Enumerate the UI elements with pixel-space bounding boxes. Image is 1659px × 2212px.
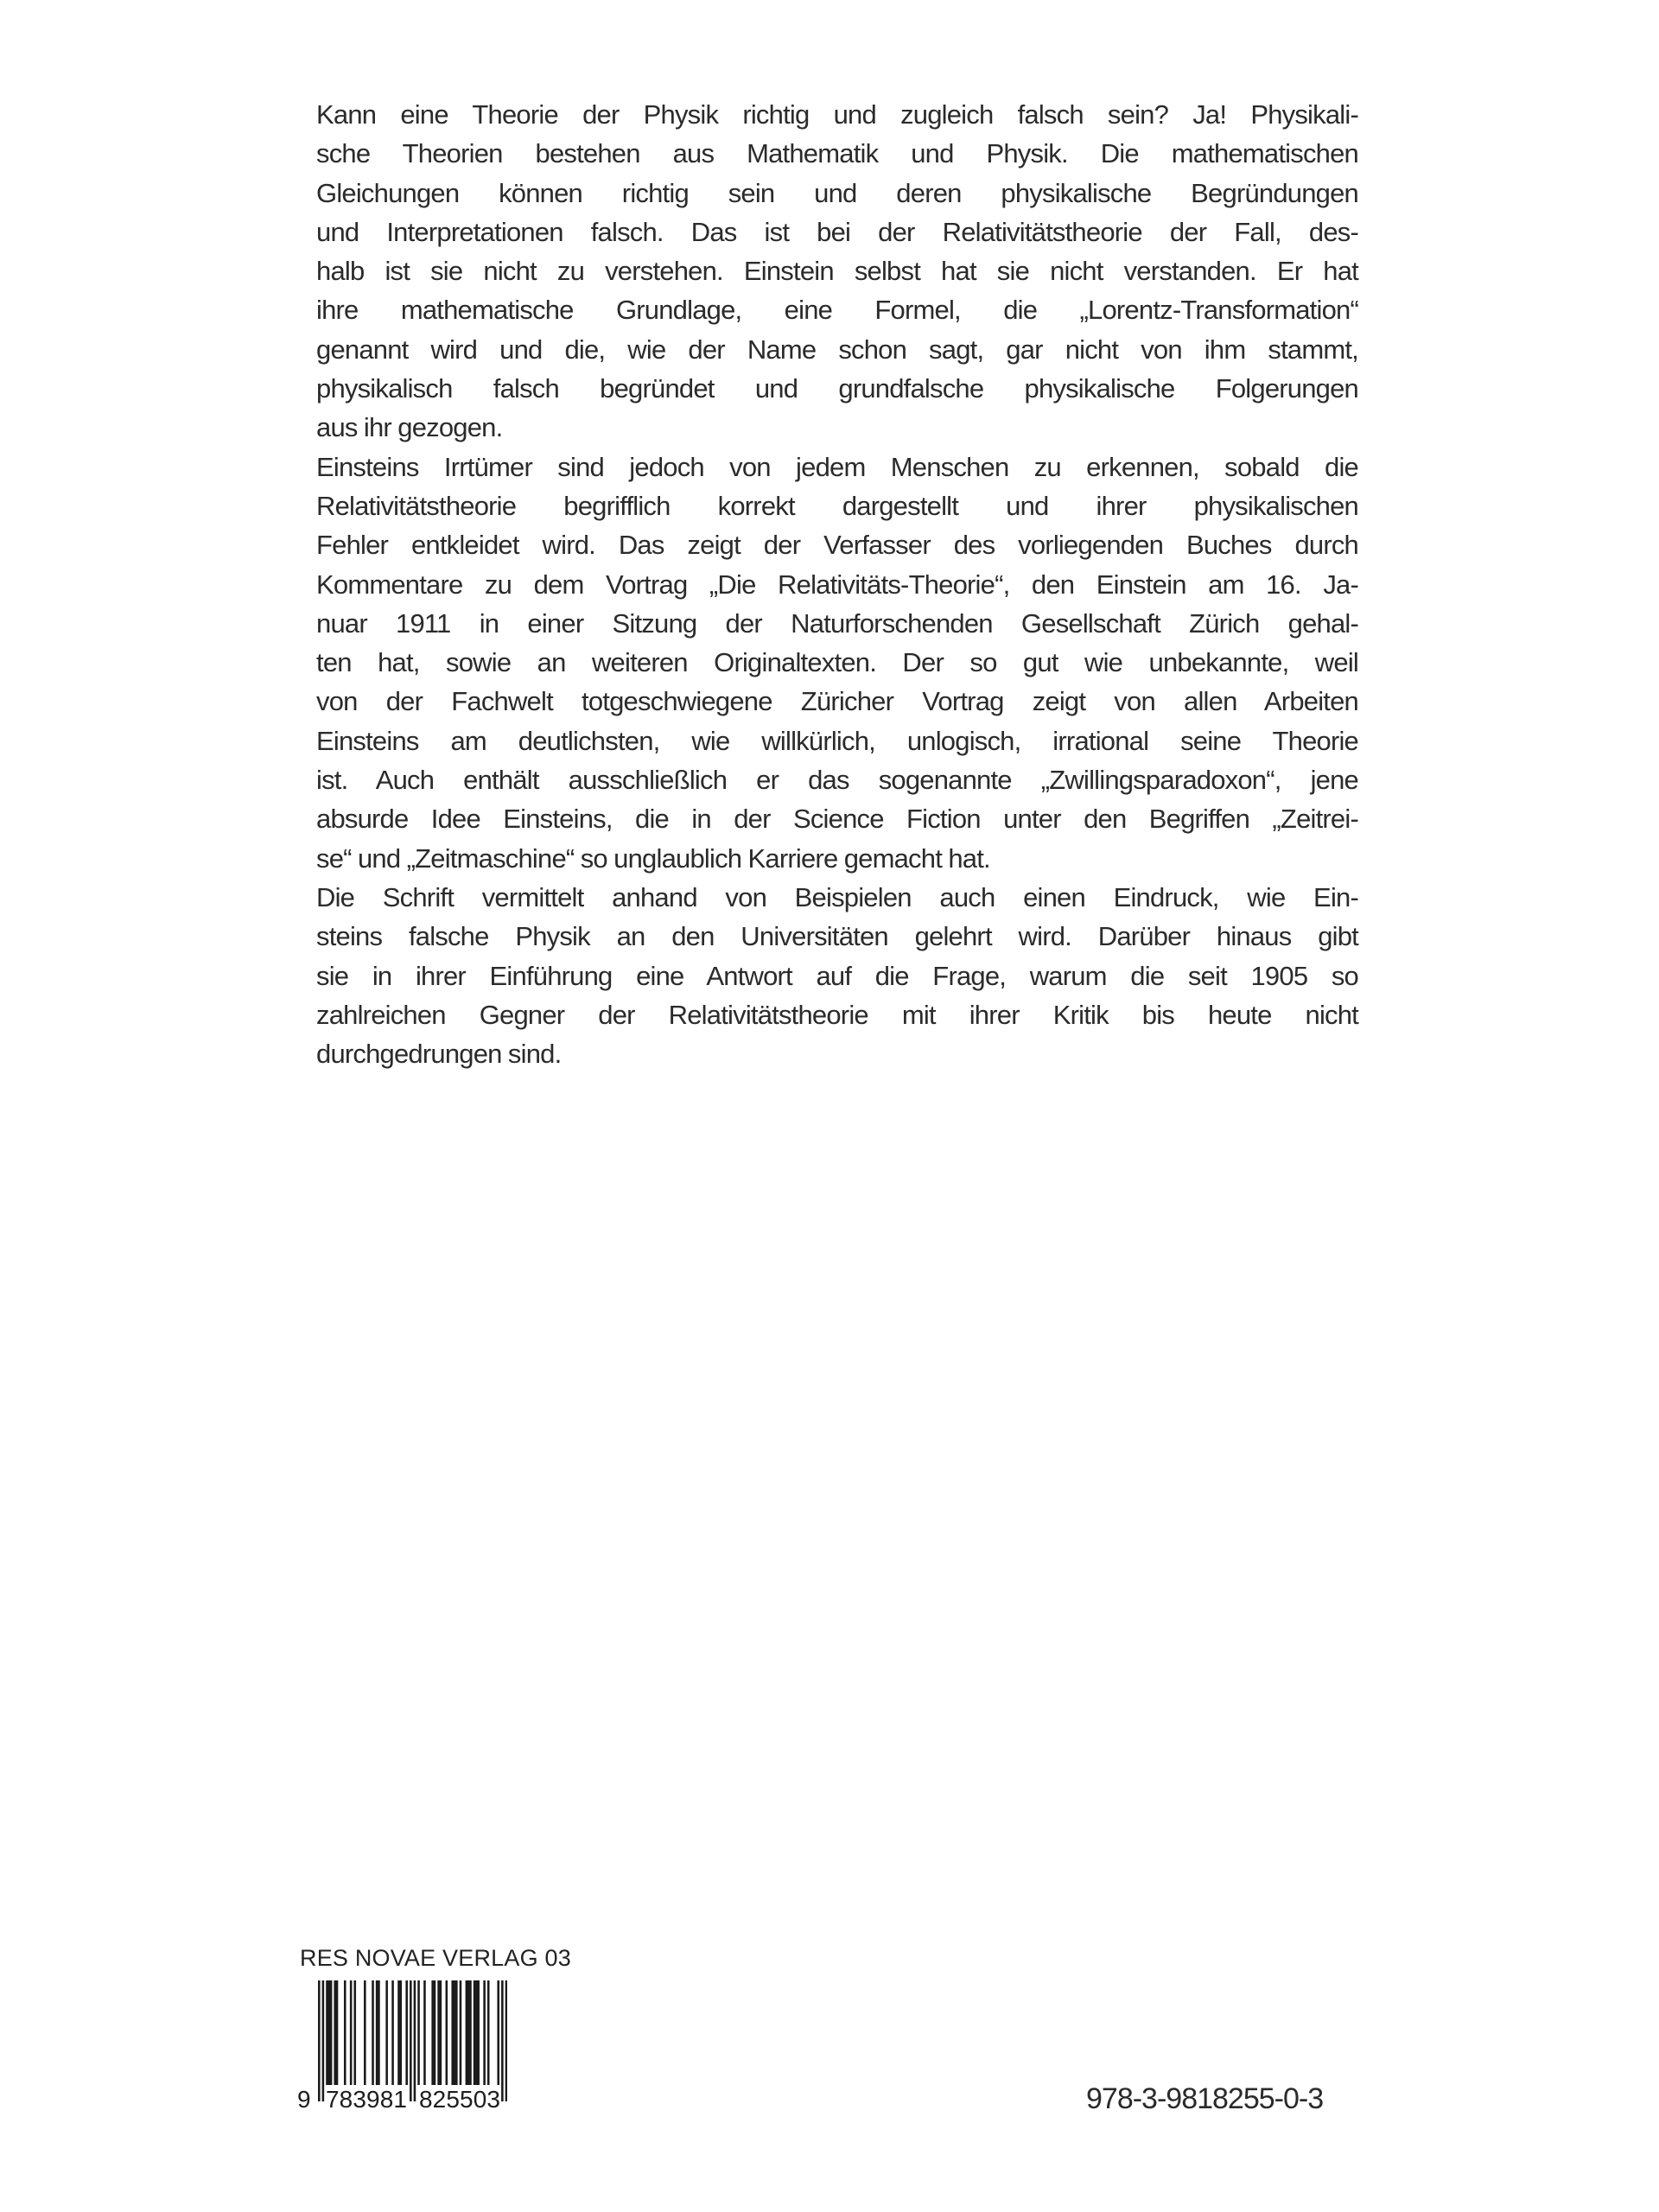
- blurb-line: Fehler entkleidet wird. Das zeigt der Verfasser des vorliegenden Buches durch: [316, 530, 1358, 561]
- barcode-digit: 7: [326, 2086, 340, 2113]
- blurb-line: sche Theorien bestehen aus Mathematik und Physik. Die mathematischen: [316, 138, 1358, 169]
- blurb-line: Die Schrift vermittelt anhand von Beispielen auch einen Eindruck, wie Ein-: [316, 881, 1358, 912]
- blurb-line: ihre mathematische Grundlage, eine Formel, die „Lorentz-Transformation“: [316, 295, 1358, 326]
- blurb-line: Einsteins am deutlichsten, wie willkürlich, unlogisch, irrational seine Theorie: [316, 725, 1358, 756]
- blurb-line: sie in ihrer Einführung eine Antwort auf die Frage, warum die seit 1905 so: [316, 960, 1358, 991]
- blurb-line: Kann eine Theorie der Physik richtig und zugleich falsch sein? Ja! Physikali-: [316, 99, 1358, 130]
- blurb-line: von der Fachwelt totgeschwiegene Züricher Vortrag zeigt von allen Arbeiten: [316, 686, 1358, 717]
- blurb-line: halb ist sie nicht zu verstehen. Einstein selbst hat sie nicht verstanden. Er hat: [316, 256, 1358, 287]
- barcode-right-digits: [419, 2088, 500, 2112]
- blurb-line: absurde Idee Einsteins, die in der Science Fiction unter den Begriffen „Zeitrei-: [316, 804, 1358, 835]
- blurb-line: und Interpretationen falsch. Das ist bei der Relativitätstheorie der Fall, des-: [316, 216, 1358, 247]
- blurb-line: durchgedrungen sind.: [316, 1039, 562, 1070]
- barcode-first-digit: 9: [297, 2086, 311, 2113]
- blurb-line: physikalisch falsch begründet und grundfalsche physikalische Folgerungen: [316, 373, 1358, 404]
- barcode-digit: 0: [473, 2086, 487, 2113]
- barcode-digit: 3: [353, 2086, 366, 2113]
- blurb-line: Einsteins Irrtümer sind jedoch von jedem Menschen zu erkennen, sobald die: [316, 451, 1358, 482]
- blurb-line: ten hat, sowie an weiteren Originaltexten. Der so gut wie unbekannte, weil: [316, 647, 1358, 678]
- barcode-left-digits: [326, 2088, 407, 2112]
- blurb-line: steins falsche Physik an den Universitäten gelehrt wird. Darüber hinaus gibt: [316, 921, 1358, 952]
- publisher-label: RES NOVAE VERLAG 03: [300, 1945, 571, 1971]
- blurb-line: genannt wird und die, wie der Name schon sagt, gar nicht von ihm stammt,: [316, 334, 1358, 365]
- barcode-digit: 9: [366, 2086, 380, 2113]
- blurb-line: Kommentare zu dem Vortrag „Die Relativitäts-Theorie“, den Einstein am 16. Ja-: [316, 569, 1358, 600]
- barcode-digit: 5: [460, 2086, 474, 2113]
- barcode-block: [297, 1980, 507, 2113]
- barcode-digit: 2: [432, 2086, 447, 2113]
- blurb-line: se“ und „Zeitmaschine“ so unglaublich Karriere gemacht hat.: [316, 842, 990, 874]
- isbn-number: 978-3-9818255-0-3: [1086, 2082, 1324, 2115]
- blurb-line: Gleichungen können richtig sein und deren physikalische Begründungen: [316, 177, 1358, 208]
- barcode-digit: 5: [446, 2086, 460, 2113]
- barcode-digit: 8: [419, 2086, 433, 2113]
- barcode-digit: 1: [393, 2086, 407, 2113]
- blurb-line: nuar 1911 in einer Sitzung der Naturforschenden Gesellschaft Zürich gehal-: [316, 607, 1358, 639]
- ean13-barcode-icon: [318, 1980, 507, 2101]
- barcode-digit: 8: [379, 2086, 394, 2113]
- blurb-line: zahlreichen Gegner der Relativitätstheorie mit ihrer Kritik bis heute nicht: [316, 999, 1358, 1030]
- blurb: [316, 95, 1358, 1073]
- barcode-digit: 3: [486, 2086, 500, 2113]
- barcode-digit: 8: [339, 2086, 353, 2113]
- blurb-line: ist. Auch enthält ausschließlich er das sogenannte „Zwillingsparadoxon“, jene: [316, 765, 1358, 796]
- blurb-line: Relativitätstheorie begrifflich korrekt dargestellt und ihrer physikalischen: [316, 490, 1358, 521]
- blurb-line: aus ihr gezogen.: [316, 412, 503, 443]
